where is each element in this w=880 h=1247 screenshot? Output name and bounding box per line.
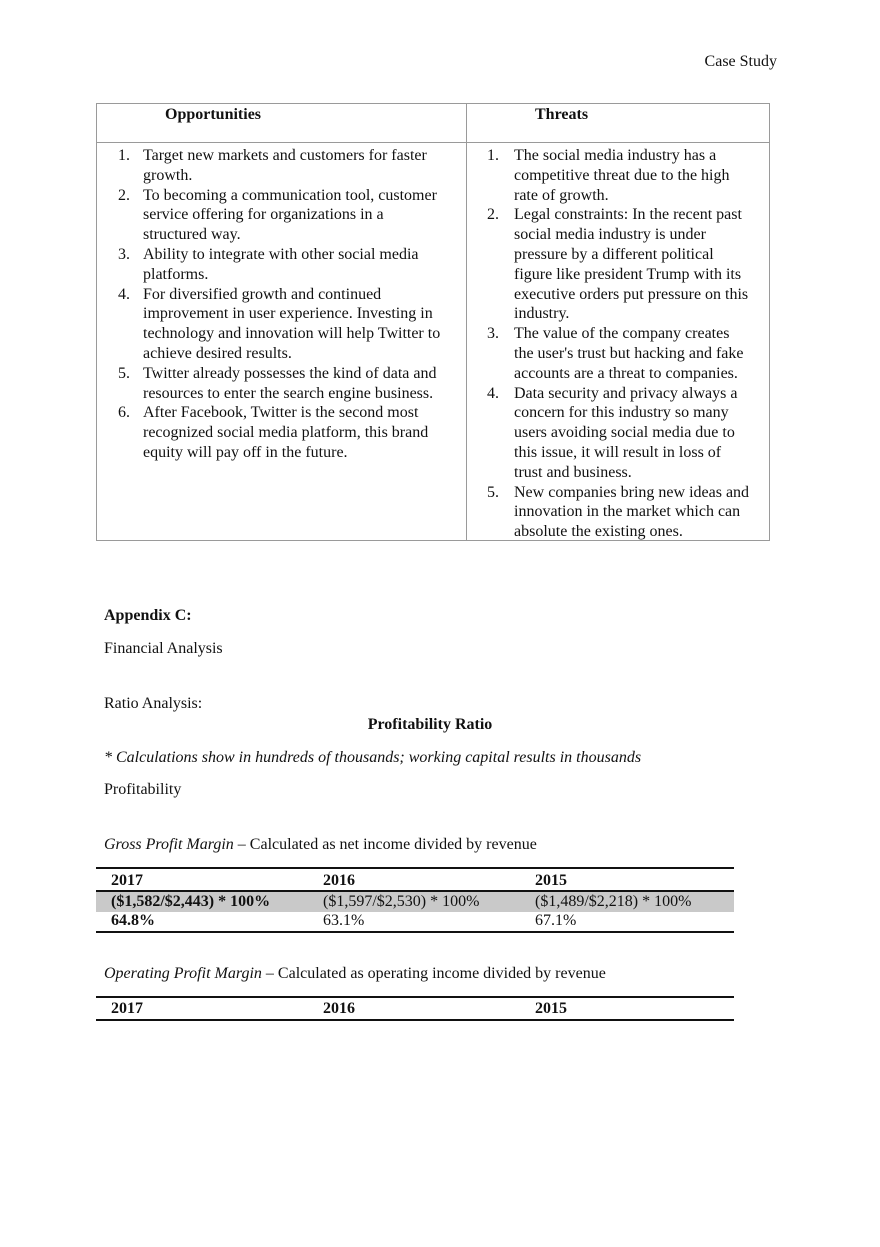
list-item — [487, 205, 770, 324]
list-item-line: growth. — [143, 166, 193, 184]
header-cell: 2017 — [111, 872, 143, 889]
list-item-line: technology and innovation will help Twitter to — [143, 325, 441, 343]
list-number: 2. — [487, 206, 499, 224]
header-cell: 2016 — [323, 872, 355, 889]
calculation-note: * Calculations show in hundreds of thousands; working capital results in thousands — [104, 749, 642, 766]
list-item-line: structured way. — [143, 226, 241, 244]
list-item — [118, 285, 465, 364]
list-item — [118, 245, 465, 285]
operating-margin-caption — [104, 965, 606, 983]
list-item-line: industry. — [514, 305, 570, 323]
list-number: 6. — [118, 404, 130, 422]
opportunities-heading: Opportunities — [165, 106, 262, 123]
list-item-line: The value of the company creates — [514, 325, 730, 343]
list-item-line: absolute the existing ones. — [514, 523, 683, 541]
list-item-line: rate of growth. — [514, 186, 609, 204]
list-item-line: platforms. — [143, 265, 209, 283]
list-item-line: competitive threat due to the high — [514, 166, 730, 184]
list-item-line: To becoming a communication tool, customer — [143, 186, 437, 204]
list-item-line: equity will pay off in the future. — [143, 443, 348, 461]
threats-heading: Threats — [535, 106, 589, 123]
list-item-line: For diversified growth and continued — [143, 285, 382, 303]
gross-margin-table — [96, 867, 734, 933]
list-item-line: Data security and privacy always a — [514, 384, 738, 402]
list-item-line: this issue, it will result in loss of — [514, 443, 722, 461]
threats-list — [487, 146, 770, 542]
result-cell: 63.1% — [323, 912, 365, 929]
ratio-analysis-label: Ratio Analysis: — [104, 695, 203, 712]
list-item-line: The social media industry has a — [514, 147, 717, 164]
list-item-line: users avoiding social media due to — [514, 424, 735, 442]
list-item — [487, 384, 770, 483]
gross-margin-desc: – Calculated as net income divided by revenue — [233, 836, 537, 853]
table-header-row — [96, 999, 734, 1019]
operating-margin-table — [96, 996, 734, 1021]
list-item-line: executive orders put pressure on this — [514, 285, 749, 303]
list-number: 5. — [487, 483, 499, 501]
result-cell: 64.8% — [111, 912, 155, 929]
list-item — [118, 186, 465, 245]
list-item-line: recognized social media platform, this brand — [143, 424, 429, 442]
list-number: 5. — [118, 364, 130, 382]
list-item — [487, 324, 770, 383]
list-item-line: achieve desired results. — [143, 344, 292, 362]
list-item-line: pressure by a different political — [514, 245, 714, 263]
profitability-label: Profitability — [104, 781, 182, 798]
list-item-line: Twitter already possesses the kind of data and — [143, 364, 437, 382]
swot-table — [96, 103, 770, 541]
table-top-rule — [96, 867, 734, 869]
formula-cell: ($1,582/$2,443) * 100% — [111, 893, 271, 910]
table-row — [96, 911, 734, 931]
list-item-line: trust and business. — [514, 463, 632, 481]
list-item — [118, 146, 465, 186]
list-item — [118, 403, 465, 462]
header-divider — [97, 142, 769, 143]
table-bottom-rule — [96, 931, 734, 933]
formula-cell: ($1,597/$2,530) * 100% — [323, 893, 480, 910]
appendix-subheading: Financial Analysis — [104, 640, 223, 657]
header-cell: 2015 — [535, 1000, 567, 1017]
header-cell: 2017 — [111, 1000, 143, 1017]
header-cell: 2016 — [323, 1000, 355, 1017]
header-cell: 2015 — [535, 872, 567, 889]
list-item-line: New companies bring new ideas and — [514, 483, 750, 501]
list-item-line: improvement in user experience. Investing in — [143, 305, 433, 323]
formula-cell: ($1,489/$2,218) * 100% — [535, 893, 692, 910]
gross-margin-term: Gross Profit Margin — [104, 836, 234, 853]
list-item-line: Target new markets and customers for faster — [143, 147, 427, 164]
list-number: 4. — [487, 384, 499, 402]
list-item-line: the user's trust but hacking and fake — [514, 344, 744, 362]
list-number: 3. — [118, 245, 130, 263]
appendix-heading: Appendix C: — [104, 607, 192, 624]
section-title: Profitability Ratio — [367, 716, 493, 733]
table-bottom-rule — [96, 1019, 734, 1021]
list-item — [487, 483, 770, 542]
operating-margin-term: Operating Profit Margin — [104, 965, 262, 982]
opportunities-list — [118, 146, 465, 463]
page-header: Case Study — [704, 53, 777, 70]
list-item — [487, 146, 770, 205]
list-number: 1. — [487, 147, 499, 164]
list-item-line: resources to enter the search engine business. — [143, 384, 434, 402]
list-item-line: After Facebook, Twitter is the second most — [143, 404, 419, 422]
column-divider — [466, 104, 467, 540]
list-item-line: Ability to integrate with other social media — [143, 245, 419, 263]
operating-margin-desc: – Calculated as operating income divided by revenue — [261, 965, 606, 982]
result-cell: 67.1% — [535, 912, 577, 929]
list-item-line: figure like president Trump with its — [514, 265, 742, 283]
list-item-line: concern for this industry so many — [514, 404, 729, 422]
list-item-line: Legal constraints: In the recent past — [514, 206, 742, 224]
list-item-line: social media industry is under — [514, 226, 706, 244]
list-item-line: innovation in the market which can — [514, 503, 741, 521]
table-header-row — [96, 871, 734, 891]
list-number: 1. — [118, 147, 130, 164]
list-number: 4. — [118, 285, 130, 303]
table-row — [96, 892, 734, 912]
list-item-line: service offering for organizations in a — [143, 206, 384, 224]
gross-margin-caption — [104, 836, 537, 854]
list-number: 2. — [118, 186, 130, 204]
list-number: 3. — [487, 325, 499, 343]
table-top-rule — [96, 996, 734, 998]
list-item — [118, 364, 465, 404]
list-item-line: accounts are a threat to companies. — [514, 364, 738, 382]
